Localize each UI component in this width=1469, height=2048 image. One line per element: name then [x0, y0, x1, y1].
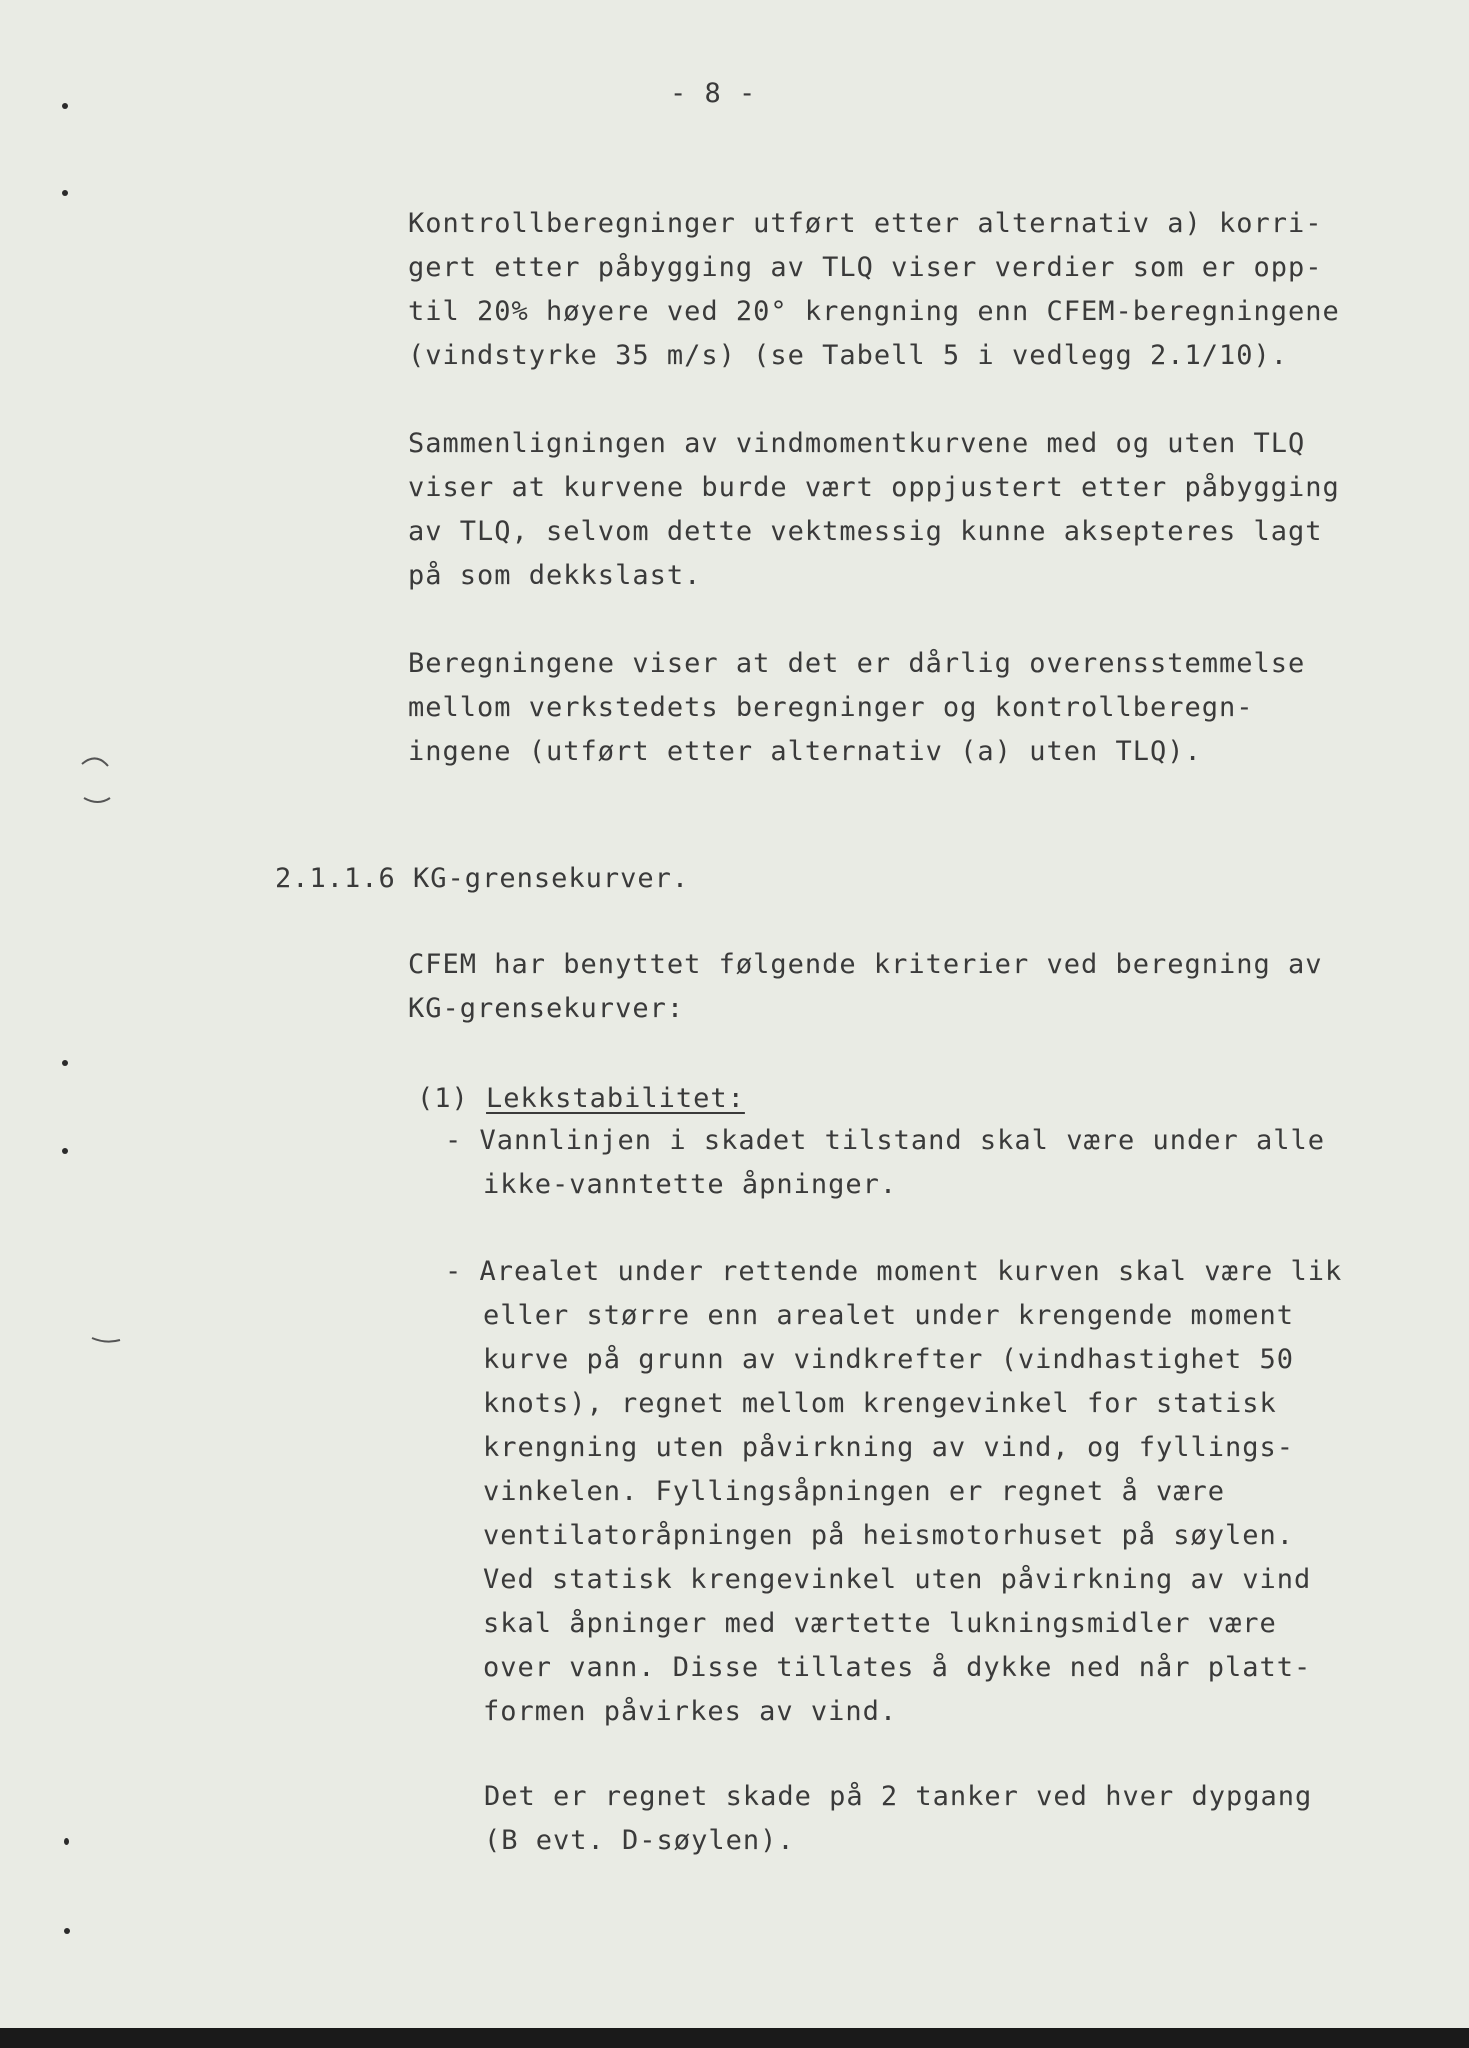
text-line: gert etter påbygging av TLQ viser verdier som er opp- — [408, 252, 1323, 283]
text-line: (B evt. D-søylen). — [484, 1825, 795, 1856]
text-line: - Arealet under rettende moment kurven skal være lik — [445, 1256, 1343, 1287]
text-line: krengning uten påvirkning av vind, og fyllings- — [483, 1432, 1295, 1463]
paragraph-wind-moment-comparison — [408, 422, 1348, 598]
text-line: Det er regnet skade på 2 tanker ved hver dypgang — [484, 1781, 1313, 1812]
text-line: knots), regnet mellom krengevinkel for statisk — [483, 1388, 1277, 1419]
margin-dot — [62, 1148, 68, 1154]
bullet-area-criterion — [445, 1250, 1342, 1734]
criterion-number: (1) — [417, 1083, 469, 1114]
text-line: formen påvirkes av vind. — [483, 1696, 898, 1727]
text-line: vinkelen. Fyllingsåpningen er regnet å være — [483, 1476, 1225, 1507]
paragraph-control-calculations — [408, 202, 1348, 378]
text-line: på som dekkslast. — [408, 560, 702, 591]
text-line: kurve på grunn av vindkrefter (vindhastighet 50 — [483, 1344, 1295, 1375]
text-line: av TLQ, selvom dette vektmessig kunne aksepteres lagt — [408, 516, 1323, 547]
margin-scribble-icon — [90, 1330, 126, 1350]
margin-dot — [64, 1838, 69, 1845]
text-line: ventilatoråpningen på heismotorhuset på søylen. — [483, 1520, 1295, 1551]
text-line: til 20% høyere ved 20° krengning enn CFEM-beregningene — [408, 296, 1340, 327]
text-line: over vann. Disse tillates å dykke ned når platt- — [483, 1652, 1312, 1683]
paragraph-cfem-criteria — [408, 943, 1348, 1031]
criterion-title: Lekkstabilitet: — [486, 1083, 745, 1114]
text-line: Beregningene viser at det er dårlig overensstemmelse — [408, 648, 1306, 679]
text-line: mellom verkstedets beregninger og kontrollberegn- — [408, 692, 1254, 723]
margin-scribble-icon — [78, 752, 118, 812]
paragraph-calculation-mismatch — [408, 642, 1348, 774]
margin-dot — [62, 1060, 68, 1066]
text-line: - Vannlinjen i skadet tilstand skal være under alle — [445, 1125, 1326, 1156]
page-number: - 8 - — [670, 78, 757, 109]
text-line: (vindstyrke 35 m/s) (se Tabell 5 i vedlegg 2.1/10). — [408, 340, 1289, 371]
text-line: CFEM har benyttet følgende kriterier ved beregning av — [408, 949, 1323, 980]
criterion-heading — [417, 1083, 745, 1114]
text-line: viser at kurvene burde vært oppjustert etter påbygging — [408, 472, 1340, 503]
margin-dot — [62, 190, 68, 196]
text-line: eller større enn arealet under krengende moment — [483, 1300, 1295, 1331]
text-line: Sammenligningen av vindmomentkurvene med og uten TLQ — [408, 428, 1306, 459]
text-line: skal åpninger med værtette lukningsmidler være — [483, 1608, 1277, 1639]
paragraph-damage-tanks — [484, 1775, 1312, 1863]
text-line: ingene (utført etter alternativ (a) uten TLQ). — [408, 736, 1202, 767]
text-line: Ved statisk krengevinkel uten påvirkning av vind — [483, 1564, 1312, 1595]
text-line: Kontrollberegninger utført etter alternativ a) korri- — [408, 208, 1323, 239]
text-line: KG-grensekurver: — [408, 993, 685, 1024]
margin-dot — [62, 103, 68, 109]
section-heading: 2.1.1.6 KG-grensekurver. — [275, 863, 690, 894]
margin-dot — [64, 1928, 70, 1934]
bullet-waterline — [445, 1119, 1325, 1207]
text-line: ikke-vanntette åpninger. — [483, 1169, 898, 1200]
